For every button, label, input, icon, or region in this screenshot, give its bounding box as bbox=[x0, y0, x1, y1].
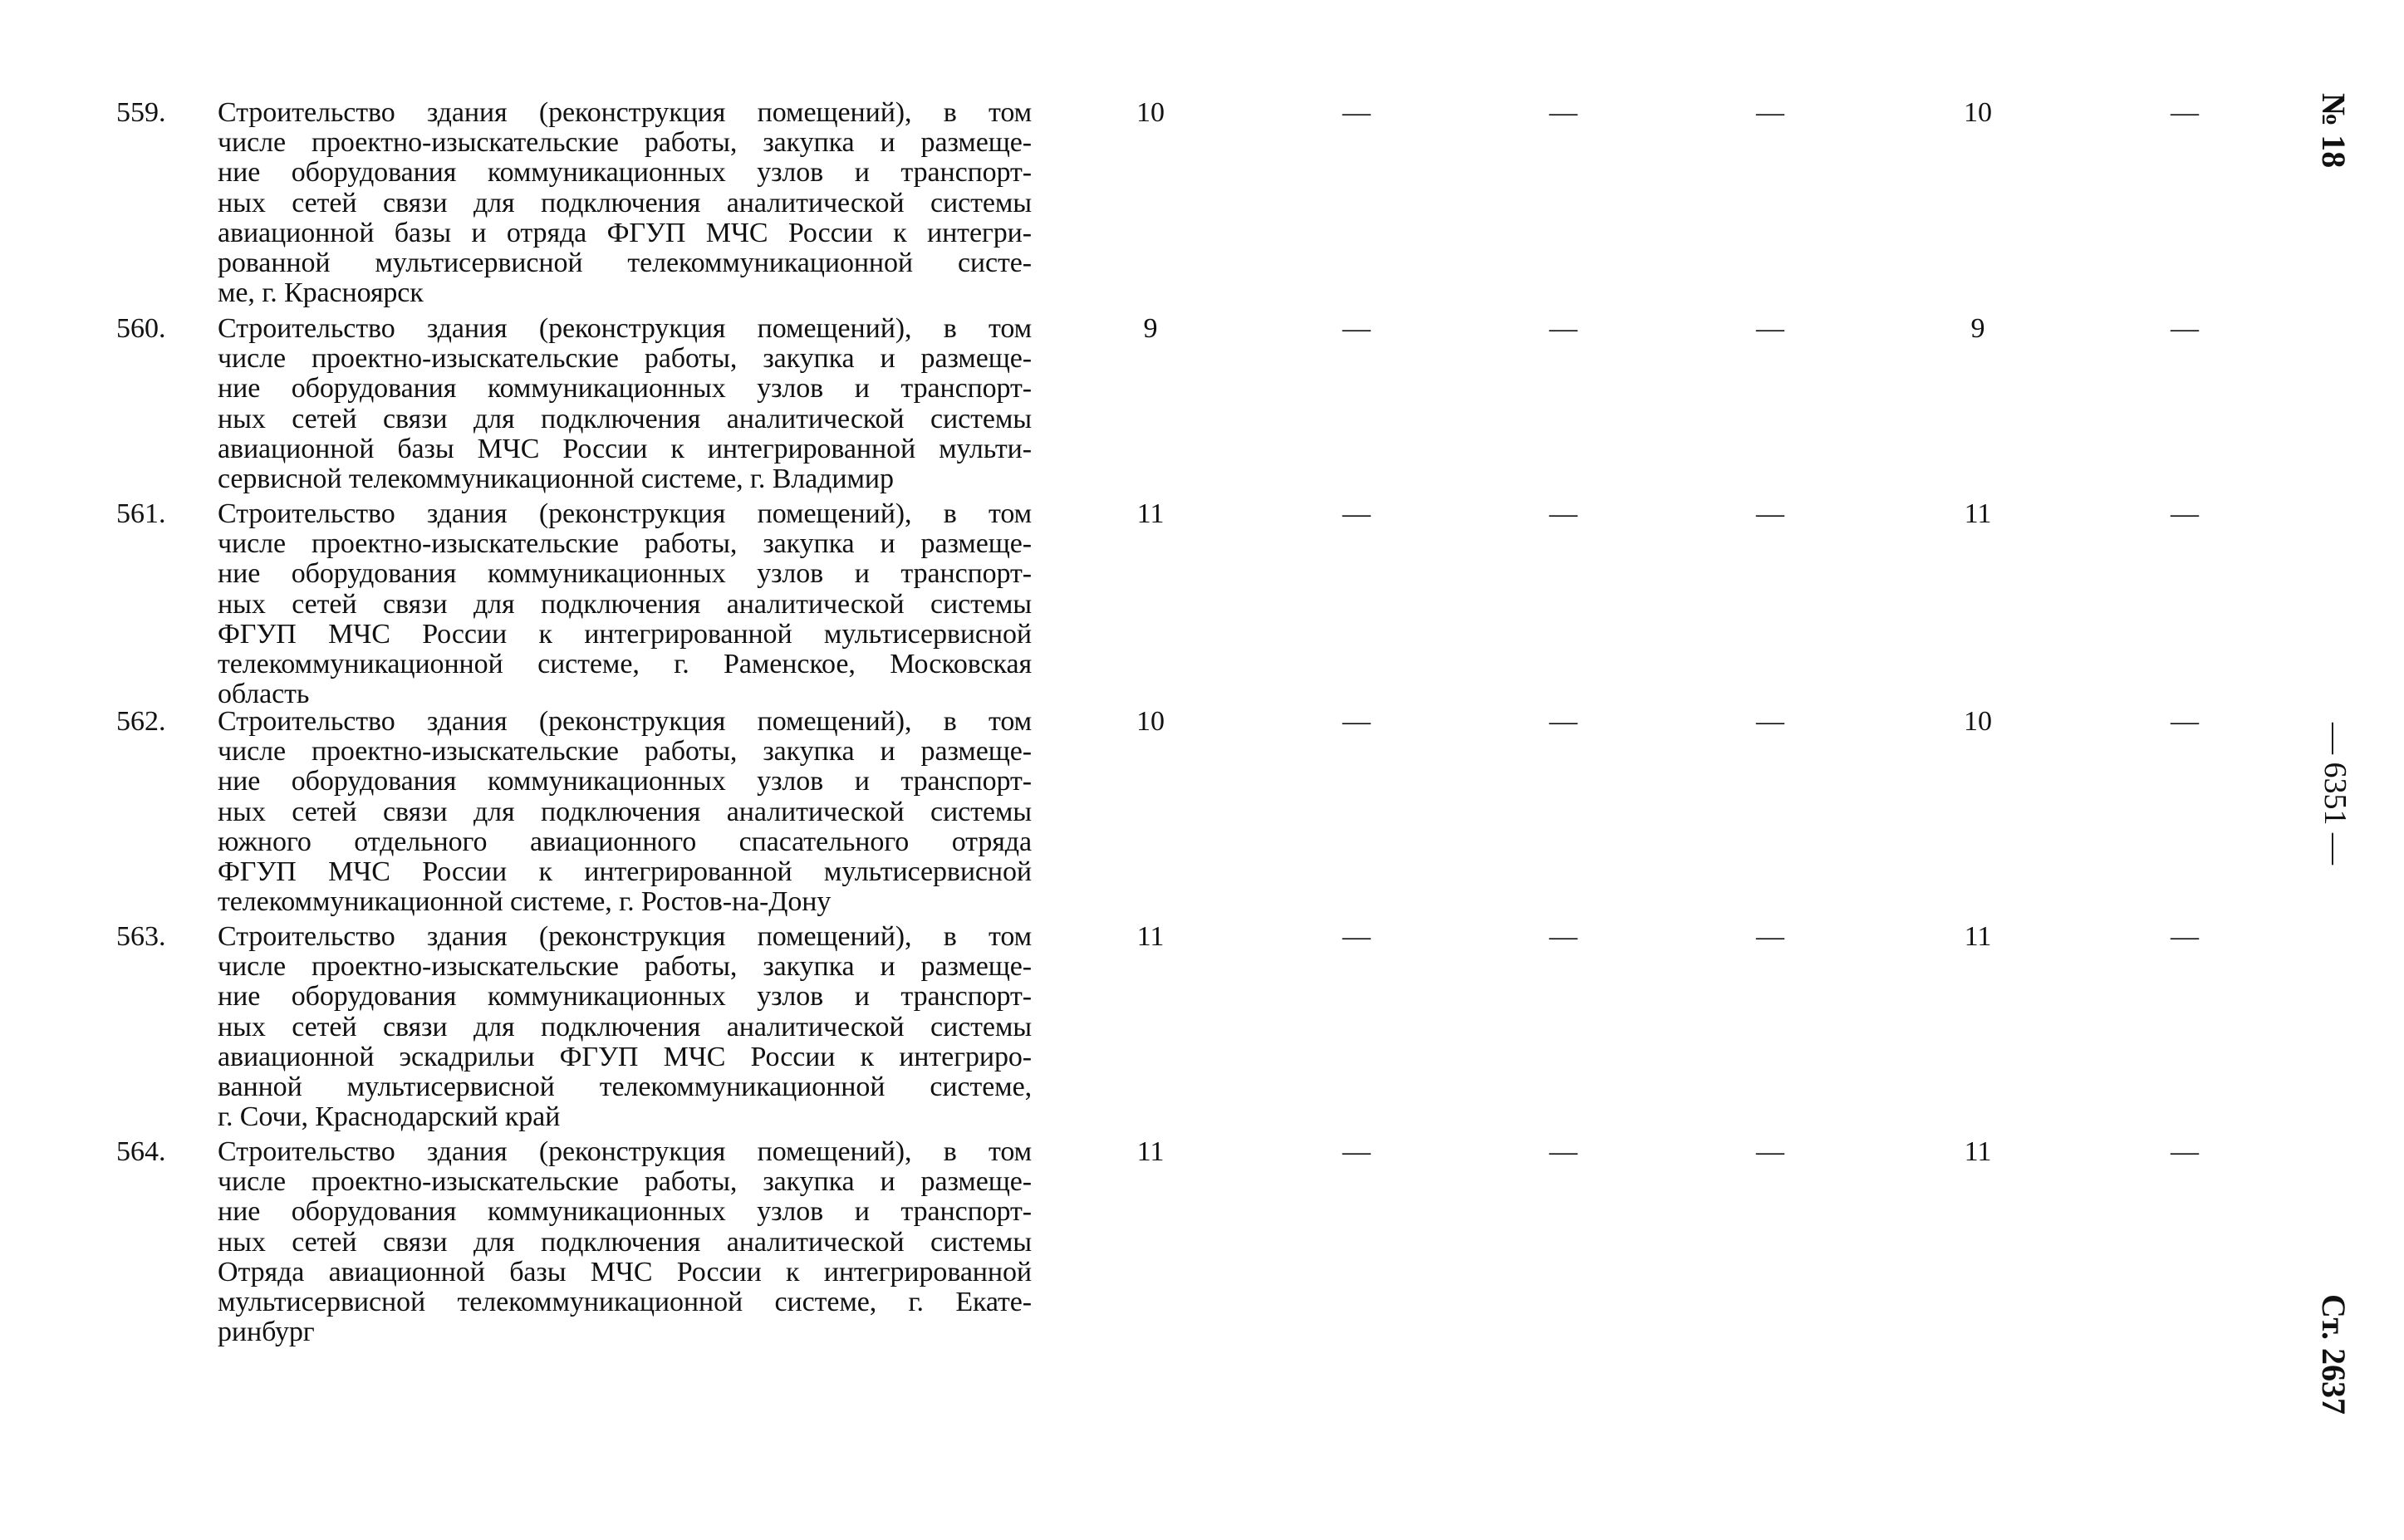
value-cell: — bbox=[2171, 921, 2199, 952]
value-cell: — bbox=[1342, 313, 1371, 344]
description-line: телекоммуникационной системе, г. Раменское, Московская bbox=[218, 649, 1032, 680]
description-line: ме, г. Красноярск bbox=[218, 277, 424, 309]
value-cell: — bbox=[1549, 921, 1577, 952]
description-line: ние оборудования коммуникационных узлов и транспорт- bbox=[218, 766, 1032, 797]
description-line: числе проектно-изыскательские работы, закупка и размеще- bbox=[218, 951, 1032, 983]
description-line: ние оборудования коммуникационных узлов и транспорт- bbox=[218, 1196, 1032, 1228]
description-line: ФГУП МЧС России к интегрированной мультисервисной bbox=[218, 618, 1032, 650]
description-line: ние оборудования коммуникационных узлов и транспорт- bbox=[218, 558, 1032, 590]
description-line: числе проектно-изыскательские работы, закупка и размеще- bbox=[218, 736, 1032, 768]
description-line: ринбург bbox=[218, 1317, 315, 1348]
value-cell: 10 bbox=[1136, 97, 1165, 128]
value-cell: 11 bbox=[1136, 1136, 1165, 1167]
description-line: ванной мультисервисной телекоммуникационной системе, bbox=[218, 1072, 1032, 1103]
value-cell: — bbox=[1756, 706, 1784, 737]
description-line: авиационной эскадрильи ФГУП МЧС России к интегриро- bbox=[218, 1041, 1032, 1072]
description-line: телекоммуникационной системе, г. Ростов-на-Дону bbox=[218, 886, 832, 918]
value-cell: — bbox=[1549, 1136, 1577, 1167]
description-line: Строительство здания (реконструкция помещений), в том bbox=[218, 97, 1032, 128]
row-number: 559. bbox=[116, 97, 166, 128]
page-number: — 6351 — bbox=[2318, 723, 2352, 865]
value-cell: — bbox=[1342, 706, 1371, 737]
row-number: 561. bbox=[116, 498, 166, 529]
row-description bbox=[218, 922, 1032, 1132]
description-line: г. Сочи, Краснодарский край bbox=[218, 1101, 561, 1133]
value-cell: — bbox=[1342, 921, 1371, 952]
description-line: ние оборудования коммуникационных узлов и транспорт- bbox=[218, 981, 1032, 1013]
article-number: Ст. 2637 bbox=[2315, 1294, 2352, 1415]
description-line: Строительство здания (реконструкция помещений), в том bbox=[218, 1136, 1032, 1167]
value-cell: 10 bbox=[1964, 706, 1992, 737]
value-cell: 10 bbox=[1964, 97, 1992, 128]
row-description bbox=[218, 314, 1032, 494]
description-line: Отряда авиационной базы МЧС России к интегрированной bbox=[218, 1256, 1032, 1287]
description-line: область bbox=[218, 679, 310, 710]
description-line: мультисервисной телекоммуникационной системе, г. Екате- bbox=[218, 1287, 1032, 1318]
description-line: ных сетей связи для подключения аналитической системы bbox=[218, 588, 1032, 620]
value-cell: — bbox=[1756, 498, 1784, 529]
value-cell: 9 bbox=[1970, 313, 1985, 344]
value-cell: — bbox=[2171, 498, 2199, 529]
description-line: южного отдельного авиационного спасательного отряда bbox=[218, 826, 1032, 857]
row-description bbox=[218, 1137, 1032, 1347]
description-line: ние оборудования коммуникационных узлов и транспорт- bbox=[218, 373, 1032, 405]
description-line: Строительство здания (реконструкция помещений), в том bbox=[218, 921, 1032, 952]
value-cell: 10 bbox=[1136, 706, 1165, 737]
description-line: числе проектно-изыскательские работы, закупка и размеще- bbox=[218, 1166, 1032, 1198]
value-cell: — bbox=[1549, 498, 1577, 529]
value-cell: — bbox=[2171, 706, 2199, 737]
value-cell: — bbox=[1756, 921, 1784, 952]
row-description bbox=[218, 98, 1032, 308]
description-line: ных сетей связи для подключения аналитической системы bbox=[218, 1226, 1032, 1258]
value-cell: — bbox=[1756, 97, 1784, 128]
description-line: ных сетей связи для подключения аналитической системы bbox=[218, 187, 1032, 218]
description-line: числе проектно-изыскательские работы, закупка и размеще- bbox=[218, 343, 1032, 375]
row-description bbox=[218, 499, 1032, 709]
value-cell: — bbox=[1549, 706, 1577, 737]
description-line: ФГУП МЧС России к интегрированной мультисервисной bbox=[218, 856, 1032, 888]
description-line: ных сетей связи для подключения аналитической системы bbox=[218, 1011, 1032, 1042]
value-cell: — bbox=[1756, 1136, 1784, 1167]
row-number: 562. bbox=[116, 706, 166, 737]
value-cell: — bbox=[1342, 498, 1371, 529]
value-cell: 11 bbox=[1136, 498, 1165, 529]
value-cell: — bbox=[1756, 313, 1784, 344]
row-description bbox=[218, 707, 1032, 917]
value-cell: — bbox=[2171, 1136, 2199, 1167]
description-line: Строительство здания (реконструкция помещений), в том bbox=[218, 313, 1032, 344]
value-cell: 9 bbox=[1143, 313, 1158, 344]
description-line: авиационной базы и отряда ФГУП МЧС России к интегри- bbox=[218, 217, 1032, 248]
row-number: 560. bbox=[116, 313, 166, 344]
description-line: рованной мультисервисной телекоммуникационной систе- bbox=[218, 248, 1032, 279]
value-cell: 11 bbox=[1136, 921, 1165, 952]
description-line: сервисной телекоммуникационной системе, г. Владимир bbox=[218, 463, 894, 495]
description-line: ных сетей связи для подключения аналитической системы bbox=[218, 796, 1032, 827]
description-line: числе проектно-изыскательские работы, закупка и размеще- bbox=[218, 127, 1032, 159]
value-cell: 11 bbox=[1964, 498, 1992, 529]
value-cell: — bbox=[1342, 1136, 1371, 1167]
value-cell: — bbox=[1549, 313, 1577, 344]
description-line: ных сетей связи для подключения аналитической системы bbox=[218, 403, 1032, 434]
value-cell: — bbox=[2171, 313, 2199, 344]
description-line: ние оборудования коммуникационных узлов и транспорт- bbox=[218, 157, 1032, 189]
value-cell: — bbox=[1549, 97, 1577, 128]
description-line: Строительство здания (реконструкция помещений), в том bbox=[218, 498, 1032, 529]
issue-number: № 18 bbox=[2315, 93, 2352, 169]
row-number: 564. bbox=[116, 1136, 166, 1167]
description-line: авиационной базы МЧС России к интегрированной мульти- bbox=[218, 433, 1032, 464]
description-line: Строительство здания (реконструкция помещений), в том bbox=[218, 706, 1032, 737]
description-line: числе проектно-изыскательские работы, закупка и размеще- bbox=[218, 528, 1032, 560]
row-number: 563. bbox=[116, 921, 166, 952]
value-cell: — bbox=[1342, 97, 1371, 128]
value-cell: 11 bbox=[1964, 1136, 1992, 1167]
value-cell: — bbox=[2171, 97, 2199, 128]
value-cell: 11 bbox=[1964, 921, 1992, 952]
